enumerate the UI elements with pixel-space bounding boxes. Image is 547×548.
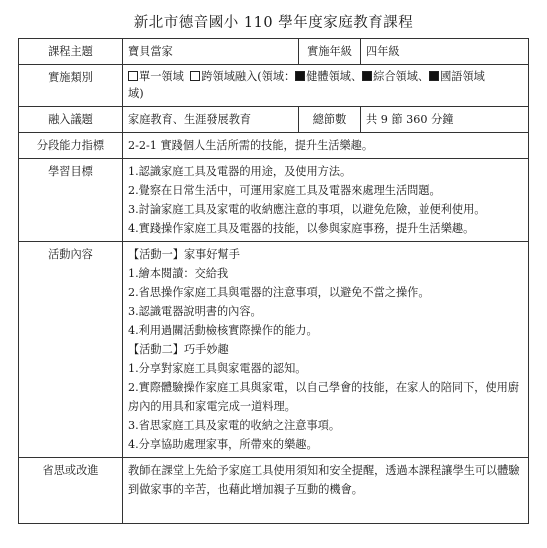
issues-label: 融入議題 (19, 107, 123, 133)
activity-one-title: 【活動一】家事好幫手 (128, 248, 240, 261)
row-issues (19, 107, 529, 133)
mandarin-label: 國語領域 (440, 70, 485, 83)
reflection-label: 省思或改進 (19, 458, 123, 524)
sessions-value: 共 9 節 360 分鐘 (361, 107, 529, 133)
list-item: 2.實際體驗操作家庭工具與家電，以自己學會的技能，在家人的陪同下，使用廚房內的用具和家電完成一道料理。 (128, 381, 520, 413)
row-category (19, 65, 529, 107)
row-objectives (19, 159, 529, 242)
objectives-list (123, 159, 529, 242)
course-topic-value: 寶貝當家 (123, 39, 299, 65)
course-table (18, 38, 529, 524)
category-closing: 域) (128, 87, 144, 100)
activities-label: 活動內容 (19, 242, 123, 458)
category-value (123, 65, 529, 107)
row-activities (19, 242, 529, 458)
mandarin-checkbox (429, 71, 439, 81)
course-topic-label: 課程主題 (19, 39, 123, 65)
document-title: 新北市德音國小 110 學年度家庭教育課程 (133, 15, 414, 31)
indicator-value: 2-2-1 實踐個人生活所需的技能，提升生活樂趣。 (123, 133, 529, 159)
list-item: 2.覺察在日常生活中，可運用家庭工具及電器來處理生活問題。 (128, 184, 441, 197)
row-reflection (19, 458, 529, 524)
row-indicator (19, 133, 529, 159)
grade-value: 四年級 (361, 39, 529, 65)
cross-domain-label: 跨領域融入(領域： (201, 70, 296, 83)
list-item: 1.分享對家庭工具與家電器的認知。 (128, 362, 307, 375)
list-item: 1.認識家庭工具及電器的用途，及使用方法。 (128, 165, 352, 178)
cross-domain-checkbox (190, 71, 200, 81)
grade-label: 實施年級 (299, 39, 361, 65)
reflection-value: 教師在課堂上先給予家庭工具使用須知和安全提醒，透過本課程讓學生可以體驗到做家事的辛苦，也藉此增加親子互動的機會。 (123, 458, 529, 524)
list-item: 4.實踐操作家庭工具及電器的技能，以參與家庭事務，提升生活樂趣。 (128, 222, 475, 235)
list-item: 3.認識電器說明書的內容。 (128, 305, 262, 318)
category-label: 實施類別 (19, 65, 123, 107)
health-pe-label: 健體領域、 (306, 70, 363, 83)
objectives-label: 學習目標 (19, 159, 123, 242)
list-item: 4.分享協助處理家事，所帶來的樂趣。 (128, 438, 318, 451)
indicator-label: 分段能力指標 (19, 133, 123, 159)
row-course-topic (19, 39, 529, 65)
activities-list (123, 242, 529, 458)
health-pe-checkbox (295, 71, 305, 81)
integrative-label: 綜合領域、 (373, 70, 430, 83)
integrative-checkbox (362, 71, 372, 81)
issues-value: 家庭教育、生涯發展教育 (123, 107, 299, 133)
list-item: 1.繪本閱讀：交給我 (128, 267, 229, 280)
list-item: 3.省思家庭工具及家電的收納之注意事項。 (128, 419, 341, 432)
list-item: 3.討論家庭工具及家電的收納應注意的事項，以避免危險，並便利使用。 (128, 203, 486, 216)
sessions-label: 總節數 (299, 107, 361, 133)
single-domain-checkbox (128, 71, 138, 81)
activity-two-title: 【活動二】巧手妙趣 (128, 343, 229, 356)
list-item: 2.省思操作家庭工具與電器的注意事項，以避免不當之操作。 (128, 286, 430, 299)
single-domain-label: 單一領域 (139, 70, 184, 83)
list-item: 4.利用過關活動檢核實際操作的能力。 (128, 324, 318, 337)
